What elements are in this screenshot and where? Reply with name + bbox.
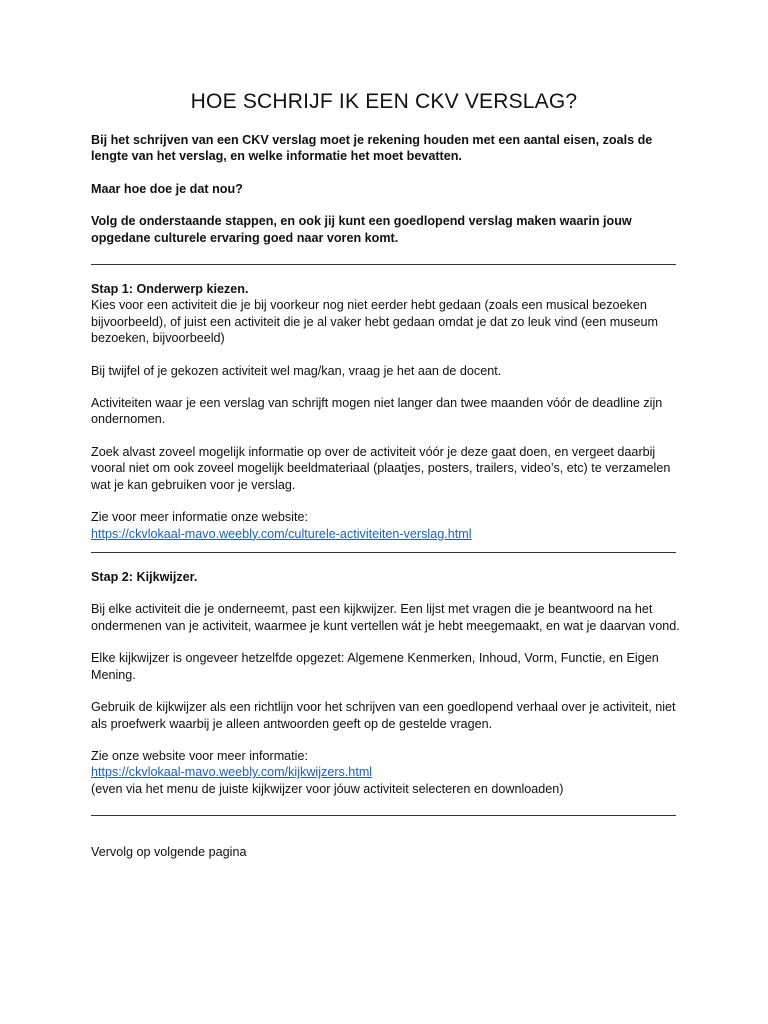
intro-paragraph-1: Bij het schrijven van een CKV verslag moet je rekening houden met een aantal eisen, zoals de lengte van het verslag, en welke informatie het moet bevatten. <box>91 133 653 164</box>
step2-paragraph-2: Elke kijkwijzer is ongeveer hetzelfde opgezet: Algemene Kenmerken, Inhoud, Vorm, Functie, en Eigen Mening. <box>91 651 659 682</box>
section-divider-1 <box>91 264 676 265</box>
continuation-note: Vervolg op volgende pagina <box>91 844 247 859</box>
step1-heading: Stap 1: Onderwerp kiezen. <box>91 282 249 297</box>
step1-paragraph-2: Bij twijfel of je gekozen activiteit wel mag/kan, vraag je het aan de docent. <box>91 363 502 378</box>
step2-paragraph-1: Bij elke activiteit die je onderneemt, past een kijkwijzer. Een lijst met vragen die je beantwoord na het ondermenen van je activiteit, waarmee je kunt vertellen wát je hebt meegemaakt, en wat je daarvan vond. <box>91 602 680 633</box>
step2-note: (even via het menu de juiste kijkwijzer voor jóuw activiteit selecteren en downloaden) <box>91 781 564 796</box>
section-divider-3 <box>91 815 676 816</box>
document-body <box>91 132 681 860</box>
step1-paragraph-3: Activiteiten waar je een verslag van schrijft mogen niet langer dan twee maanden vóór de deadline zijn ondernomen. <box>91 396 663 427</box>
step1-info-label: Zie voor meer informatie onze website: <box>91 510 308 525</box>
step1-paragraph-4: Zoek alvast zoveel mogelijk informatie op over de activiteit vóór je deze gaat doen, en vergeet daarbij vooral niet om ook zoveel mogelijk beeldmateriaal (plaatjes, posters, trailers, video’s, etc) te verzamelen wat je kan gebruiken voor je verslag. <box>91 445 671 492</box>
step2-info-label: Zie onze website voor meer informatie: <box>91 749 308 764</box>
step1-website-link[interactable]: https://ckvlokaal-mavo.weebly.com/culturele-activiteiten-verslag.html <box>91 526 472 541</box>
step1-paragraph-1: Kies voor een activiteit die je bij voorkeur nog niet eerder hebt gedaan (zoals een musical bezoeken bijvoorbeeld), of juist een activiteit die je al vaker hebt gedaan omdat je dat zo leuk vind (een museum bezoeken, bijvoorbeeld) <box>91 298 659 345</box>
section-divider-2 <box>91 552 676 553</box>
intro-paragraph-2: Maar hoe doe je dat nou? <box>91 181 243 196</box>
page-title: HOE SCHRIJF IK EEN CKV VERSLAG? <box>190 90 578 113</box>
intro-paragraph-3: Volg de onderstaande stappen, en ook jij kunt een goedlopend verslag maken waarin jouw opgedane culturele ervaring goed naar voren komt. <box>91 214 632 245</box>
step2-heading: Stap 2: Kijkwijzer. <box>91 569 198 584</box>
step2-paragraph-3: Gebruik de kijkwijzer als een richtlijn voor het schrijven van een goedlopend verhaal over je activiteit, niet als proefwerk waarbij je alleen antwoorden geeft op de gestelde vragen. <box>91 700 676 731</box>
step2-website-link[interactable]: https://ckvlokaal-mavo.weebly.com/kijkwijzers.html <box>91 765 373 780</box>
